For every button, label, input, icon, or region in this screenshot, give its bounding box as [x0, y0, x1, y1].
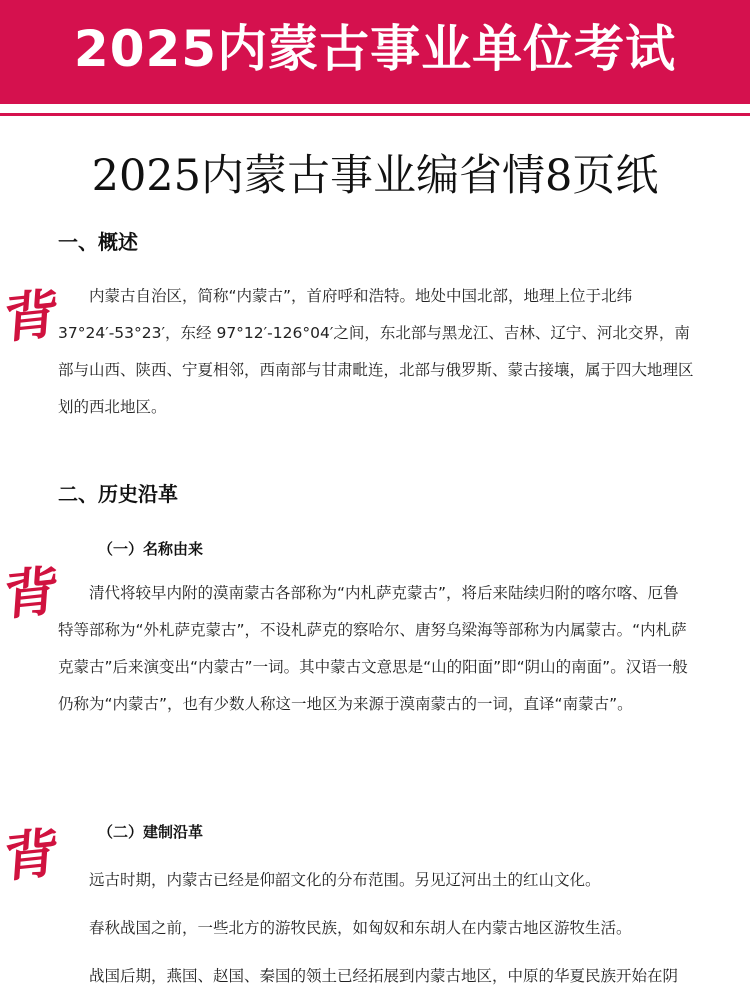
overview-paragraph: 内蒙古自治区，简称“内蒙古”，首府呼和浩特。地处中国北部，地理上位于北纬37°24′-53°23′，东经 97°12′-126°04′之间，东北部与黑龙江、吉林、辽宁、河北交界，南部与山西、陕西、宁夏相邻，西南部与甘肃毗连，北部与俄罗斯、蒙古接壤，属于四大地理区划的西北地区。	[58, 287, 694, 416]
banner-title: 2025内蒙古事业单位考试	[73, 20, 677, 78]
subsection-heading-administrative-history: （二）建制沿革	[98, 823, 204, 841]
memorize-stamp-icon: 背	[1, 820, 61, 890]
section-heading-overview: 一、概述	[58, 230, 138, 254]
subsection-heading-name-origin: （一）名称由来	[98, 540, 204, 558]
name-origin-paragraph: 清代将较早内附的漠南蒙古各部称为“内札萨克蒙古”，将后来陆续归附的喀尔喀、厄鲁特等部称为“外札萨克蒙古”，不设札萨克的察哈尔、唐努乌梁海等部称为内属蒙古。“内札萨克蒙古”后来演变出“内蒙古”一词。其中蒙古文意思是“山的阳面”即“阴山的南面”。汉语一般仍称为“内蒙古”，也有少数人称这一地区为来源于漠南蒙古的一词，直译“南蒙古”。	[58, 584, 688, 713]
header-banner	[0, 0, 750, 104]
history-line: 远古时期，内蒙古已经是仰韶文化的分布范围。另见辽河出土的红山文化。	[89, 871, 601, 889]
memorize-stamp-icon: 背	[1, 281, 61, 351]
history-line: 春秋战国之前，一些北方的游牧民族，如匈奴和东胡人在内蒙古地区游牧生活。	[89, 919, 632, 937]
document-title: 2025内蒙古事业编省情8页纸	[91, 151, 659, 201]
memorize-stamp-icon: 背	[1, 558, 61, 628]
history-line: 战国后期，燕国、赵国、秦国的领土已经拓展到内蒙古地区，中原的华夏民族开始在阴	[89, 967, 679, 985]
section-heading-history: 二、历史沿革	[58, 482, 178, 506]
banner-divider	[0, 113, 750, 116]
